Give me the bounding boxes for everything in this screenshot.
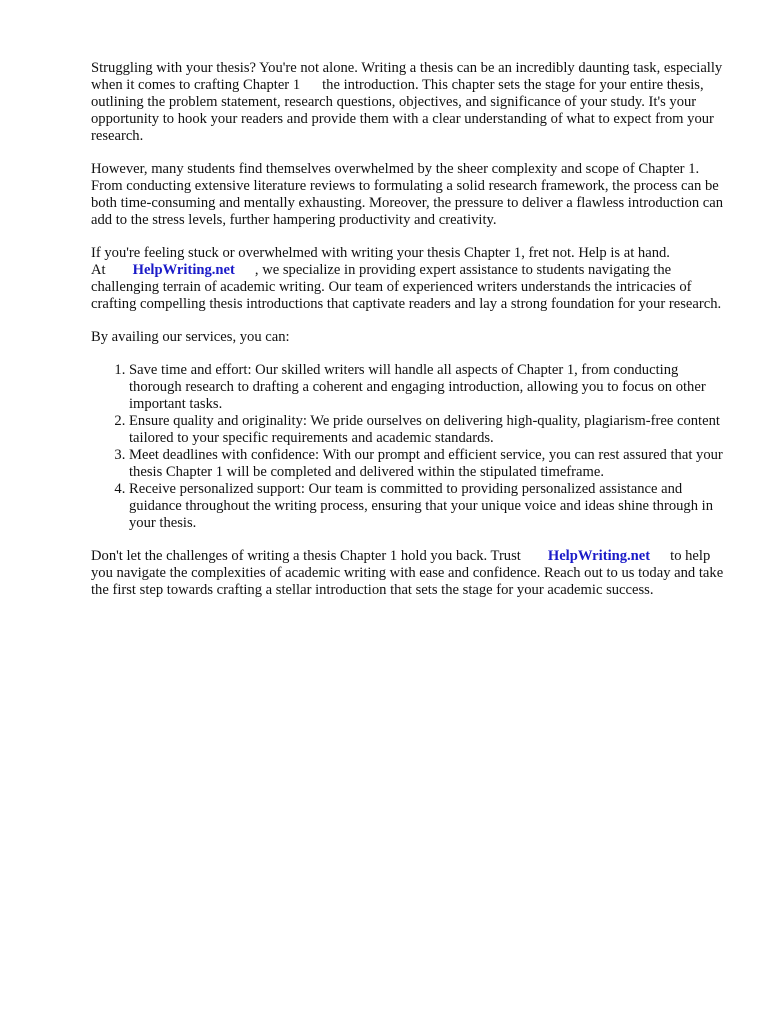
paragraph-closing (91, 548, 731, 599)
paragraph-closing-text-b: to help you navigate the complexities of academic writing with ease and confidence. Reach out to us today and take the first step towards crafting a stellar introduction that sets the stage for your academic success. (91, 548, 724, 598)
paragraph-help-text-a: If you're feeling stuck or overwhelmed with writing your thesis Chapter 1, fret not. Help is at hand. At (91, 245, 670, 278)
paragraph-help (91, 245, 731, 313)
list-item: 4. Receive personalized support: Our team is committed to providing personalized assistance and guidance throughout the writing process, ensuring that your unique voice and ideas shine through in your thesis. (129, 481, 731, 532)
document-body (91, 60, 731, 615)
paragraph-intro-text-b: the introduction. This chapter sets the stage for your entire thesis, outlining the problem statement, research questions, objectives, and significance of your study. It's your opportunity to hook your readers and provide them with a clear understanding of what to expect from your research. (91, 77, 714, 144)
paragraph-help-text-b: , we specialize in providing expert assistance to students navigating the challenging terrain of academic writing. Our team of experienced writers understands the intricacies of crafting compelling thesis introductions that captivate readers and lay a strong foundation for your research. (91, 262, 722, 312)
paragraph-intro-text-a: Struggling with your thesis? You're not alone. Writing a thesis can be an incredibly daunting task, especially when it comes to crafting Chapter 1 (91, 60, 723, 93)
benefits-list (91, 362, 731, 532)
helpwriting-link[interactable]: HelpWriting.net (132, 262, 235, 278)
paragraph-closing-text-a: Don't let the challenges of writing a thesis Chapter 1 hold you back. Trust (91, 548, 521, 564)
paragraph-intro (91, 60, 731, 145)
list-item: 1. Save time and effort: Our skilled writers will handle all aspects of Chapter 1, from conducting thorough research to drafting a coherent and engaging introduction, allowing you to focus on other important tasks. (129, 362, 731, 413)
paragraph-services-intro: By availing our services, you can: (91, 329, 290, 345)
helpwriting-link[interactable]: HelpWriting.net (547, 548, 651, 564)
paragraph-overwhelmed: However, many students find themselves overwhelmed by the sheer complexity and scope of Chapter 1. From conducting extensive literature reviews to formulating a solid research framework, the process can be both time-consuming and mentally exhausting. Moreover, the pressure to deliver a flawless introduction can add to the stress levels, further hampering productivity and creativity. (91, 161, 724, 228)
list-item: 3. Meet deadlines with confidence: With our prompt and efficient service, you can rest assured that your thesis Chapter 1 will be completed and delivered within the stipulated timeframe. (129, 447, 731, 481)
list-item: 2. Ensure quality and originality: We pride ourselves on delivering high-quality, plagiarism-free content tailored to your specific requirements and academic standards. (129, 413, 731, 447)
